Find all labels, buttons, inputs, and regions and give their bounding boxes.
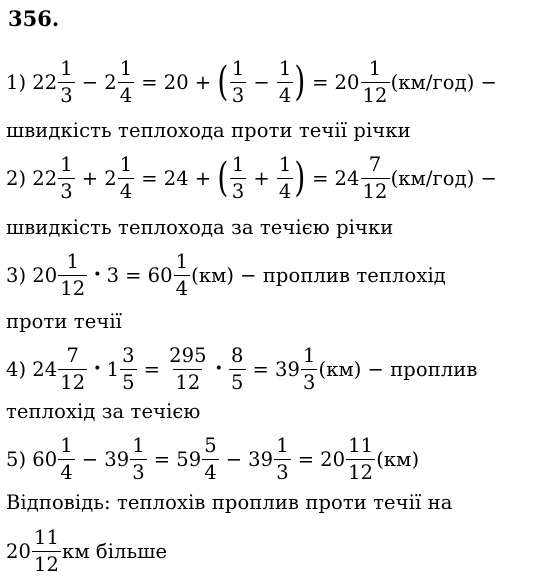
step-2-description: швидкість теплохода за течією річки <box>6 216 394 239</box>
fraction: $\frac{1}{4}$ <box>119 57 133 107</box>
whole-part: 59 <box>176 447 202 471</box>
answer-value <box>6 521 167 581</box>
number: 24 <box>163 166 189 190</box>
whole-part: 60 <box>147 263 173 287</box>
number: 3 <box>106 263 120 287</box>
step-3-description: − проплив теплохід <box>240 263 446 287</box>
multiply-dot: • <box>214 361 223 377</box>
solution-step-2 <box>6 148 503 208</box>
fraction: $\frac{1}{4}$ <box>60 434 73 484</box>
fraction: $\frac{1}{3}$ <box>231 57 245 107</box>
fraction: $\frac{7}{12}$ <box>362 153 388 203</box>
operator: − <box>225 447 243 471</box>
equals: = <box>297 447 315 471</box>
equals: = <box>143 357 161 381</box>
unit: (км) <box>191 263 235 287</box>
multiply-dot: • <box>93 361 102 377</box>
whole-part: 2 <box>104 70 117 94</box>
fraction: $\frac{1}{3}$ <box>302 344 316 394</box>
step-1-description: швидкість теплохода проти течії річки <box>6 119 411 142</box>
equals: = <box>252 357 269 381</box>
unit: (км/год) <box>390 70 475 94</box>
equals: = <box>312 70 329 94</box>
whole-part: 22 <box>32 166 58 190</box>
operator: − <box>81 447 99 471</box>
whole-part: 24 <box>32 357 58 381</box>
whole-part: 20 <box>32 263 58 287</box>
dash: − <box>480 166 497 190</box>
whole-part: 39 <box>248 447 274 471</box>
whole-part: 39 <box>104 447 130 471</box>
right-paren: ) <box>294 59 306 105</box>
fraction: $\frac{1}{12}$ <box>60 250 86 300</box>
step-prefix: 1) <box>6 70 27 94</box>
right-paren: ) <box>294 155 306 201</box>
step-4-description-cont: теплохід за течією <box>6 400 201 423</box>
fraction: $\frac{1}{3}$ <box>60 57 73 107</box>
operator: + <box>253 166 270 190</box>
equals: = <box>153 447 171 471</box>
unit: (км) <box>318 357 362 381</box>
whole-part: 24 <box>334 166 360 190</box>
fraction: $\frac{1}{4}$ <box>278 57 292 107</box>
fraction: $\frac{8}{5}$ <box>230 344 244 394</box>
fraction: $\frac{11}{12}$ <box>348 434 374 484</box>
fraction: $\frac{1}{3}$ <box>60 153 73 203</box>
fraction: $\frac{1}{4}$ <box>175 250 189 300</box>
whole-part: 22 <box>32 70 58 94</box>
fraction: $\frac{1}{4}$ <box>119 153 133 203</box>
fraction: $\frac{1}{3}$ <box>276 434 289 484</box>
answer-unit: км більше <box>62 539 168 563</box>
problem-number: 356. <box>8 6 60 31</box>
fraction: $\frac{1}{3}$ <box>132 434 145 484</box>
solution-step-4 <box>6 339 478 399</box>
left-paren: ( <box>217 155 229 201</box>
whole-part: 39 <box>274 357 300 381</box>
unit: (км/год) <box>390 166 475 190</box>
step-3-description-cont: проти течії <box>6 310 122 333</box>
solution-step-5 <box>6 429 419 489</box>
fraction: $\frac{7}{12}$ <box>60 344 86 394</box>
number: 20 <box>163 70 189 94</box>
operator: − <box>81 70 99 94</box>
multiply-dot: • <box>93 267 102 283</box>
operator: + <box>194 166 212 190</box>
equals: = <box>125 263 142 287</box>
fraction: $\frac{3}{5}$ <box>122 344 135 394</box>
step-4-description: − проплив <box>367 357 478 381</box>
equals: = <box>141 70 158 94</box>
answer-text: Відповідь: теплохів проплив проти течії на <box>6 491 453 514</box>
operator: − <box>253 70 270 94</box>
whole-part: 20 <box>320 447 346 471</box>
operator: + <box>81 166 99 190</box>
whole-part: 1 <box>106 357 120 381</box>
fraction: $\frac{1}{4}$ <box>278 153 292 203</box>
operator: + <box>194 70 212 94</box>
equals: = <box>312 166 329 190</box>
solution-step-3 <box>6 245 446 305</box>
whole-part: 20 <box>334 70 360 94</box>
whole-part: 20 <box>6 539 32 563</box>
unit: (км) <box>376 447 420 471</box>
dash: − <box>480 70 497 94</box>
solution-step-1 <box>6 52 503 112</box>
fraction: $\frac{5}{4}$ <box>204 434 217 484</box>
left-paren: ( <box>217 59 229 105</box>
equals: = <box>141 166 158 190</box>
whole-part: 60 <box>32 447 58 471</box>
fraction: $\frac{11}{12}$ <box>34 526 60 576</box>
whole-part: 2 <box>104 166 117 190</box>
step-prefix: 5) <box>6 447 27 471</box>
fraction: $\frac{1}{12}$ <box>362 57 388 107</box>
step-prefix: 3) <box>6 263 27 287</box>
step-prefix: 4) <box>6 357 27 381</box>
fraction: $\frac{295}{12}$ <box>169 344 207 394</box>
step-prefix: 2) <box>6 166 27 190</box>
fraction: $\frac{1}{3}$ <box>231 153 245 203</box>
